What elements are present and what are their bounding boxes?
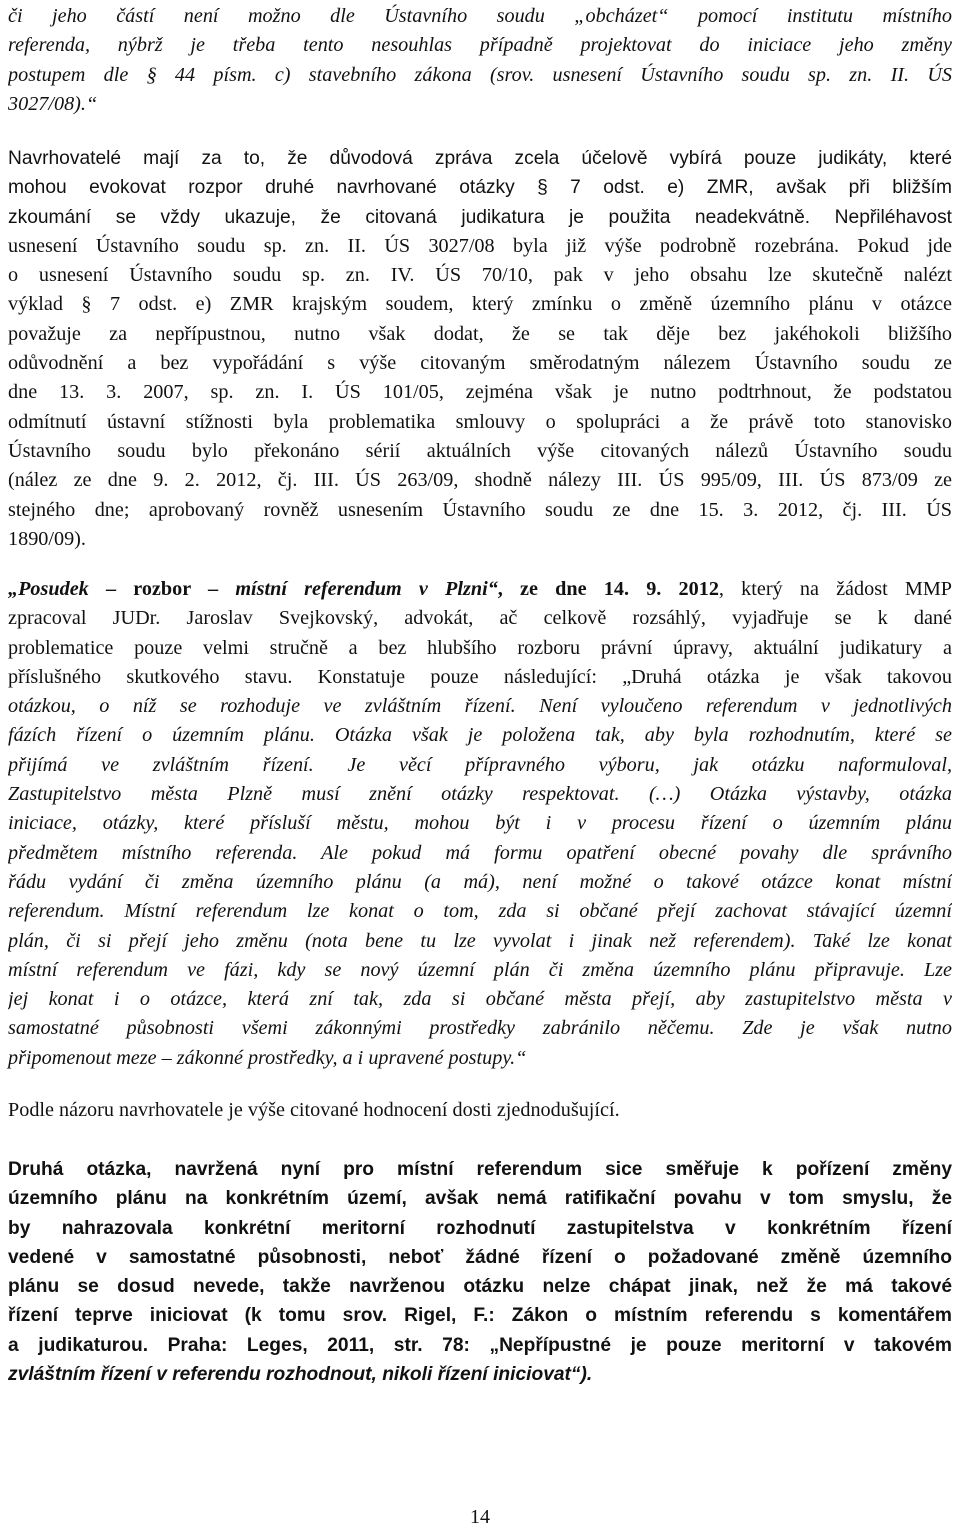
text-line: usnesení Ústavního soudu sp. zn. II. ÚS 3027/08 byla již výše podrobně rozebrána. Pokud jde [8,234,952,257]
text-line: referenda, nýbrž je třeba tento nesouhlas případně projektovat do iniciace jeho změny [8,34,952,57]
text-line: řízení teprve iniciovat (k tomu srov. Rigel, F.: Zákon o místním referendu s komentářem [8,1305,952,1327]
title-posudek: Posudek [18,578,89,600]
text-line: dne 13. 3. 2007, sp. zn. I. ÚS 101/05, zejména však je nutno podtrhnout, že podstatou [8,381,952,404]
text-line: předmětem místního referenda. Ale pokud má formu opatření obecné povahy dle správního [8,841,952,864]
text-line: by nahrazovala konkrétní meritorní rozhodnutí zastupitelstva v konkrétním řízení [8,1217,952,1239]
text-line: problematice pouze velmi stručně a bez hlubšího rozboru právní úpravy, aktuální judikatury a [8,636,952,659]
text-line: odůvodnění a bez vypořádání s výše citovaným směrodatným nálezem Ústavního soudu ze [8,352,952,375]
text-line: a judikaturou. Praha: Leges, 2011, str. 78: „Nepřípustné je pouze meritorní v takovém [8,1334,952,1356]
paragraph-assessment [8,1096,952,1125]
text-line: plánu se dosud nevede, takže navrženou otázku nelze chápat jinak, než že má takové [8,1276,952,1298]
text-line: otázkou, o níž se rozhoduje ve zvláštním řízení. Není vyloučeno referendum v jednotlivých [8,695,952,718]
text-line: místní referendum ve fázi, kdy se nový územní plán či změna územního plánu připravuje. Lze [8,958,952,981]
text-line: Navrhovatelé mají za to, že důvodová zpráva zcela účelově vybírá pouze judikáty, které [8,148,952,169]
text-line: Ústavního soudu bylo překonáno sérií aktuálních výše citovaných nálezů Ústavního soudu [8,439,952,462]
text-line: 1890/09). [8,527,86,550]
page-number: 14 [470,1506,490,1528]
title-date: , ze dne 14. 9. 2012 [497,578,719,600]
text-line: Podle názoru navrhovatele je výše citované hodnocení dosti zjednodušující. [8,1099,620,1121]
paragraph-second-question [8,1155,952,1389]
text-line: o usnesení Ústavního soudu sp. zn. IV. ÚS 70/10, pak v jeho obsahu lze skutečně nalézt [8,264,952,287]
text-line: příslušného skutkového stavu. Konstatuje pouze následující: „Druhá otázka je však takovou [8,665,952,688]
text-line: zpracoval JUDr. Jaroslav Svejkovský, advokát, ač celkově rozsáhlý, vyjadřuje se k dané [8,607,952,630]
text-line: či jeho částí není možno dle Ústavního soudu „obcházet“ pomocí institutu místního [8,5,952,27]
text-line: jej konat i o otázce, která zní tak, zda si občané města přejí, aby zastupitelstvo města v [8,988,952,1011]
text-line: odmítnutí ústavní stížnosti byla problematika smlouvy o spolupráci a že právě toto stanovisko [8,410,952,433]
text-line: považuje za nepřípustnou, nutno však dodat, že se tak děje bez jakéhokoli bližšího [8,322,952,345]
text-line: iniciace, otázky, které přísluší městu, mohou být i v procesu řízení o územním plánu [8,812,952,835]
text-line: zvláštním řízení v referendu rozhodnout, nikoli řízení iniciovat“). [8,1364,593,1386]
text-line: mohou evokovat rozpor druhé navrhované otázky § 7 odst. e) ZMR, avšak při bližším [8,177,952,199]
text-line: připomenout meze – zákonné prostředky, a i upravené postupy.“ [8,1046,527,1069]
text-line: fázích řízení o územním plánu. Otázka však je položena tak, aby byla rozhodnutím, které se [8,724,952,747]
text-line: 3027/08).“ [8,92,98,115]
title-rest: , který na žádost MMP [718,578,952,600]
text-line: přijímá ve zvláštním řízení. Je věcí přípravného výboru, jak otázku naformuloval, [8,753,952,776]
text-line: řádu vydání či změna územního plánu (a má), není možné o takové otázce konat místní [8,870,952,893]
text-line: referendum. Místní referendum lze konat o tom, zda si občané přejí zachovat stávající územní [8,900,952,923]
text-line: stejného dne; aprobovaný rovněž usnesením Ústavního soudu ze dne 15. 3. 2012, čj. III. ÚS [8,498,952,521]
title-subject: místní referendum v Plzni [235,578,488,600]
text-line: zkoumání se vždy ukazuje, že citovaná judikatura je použita neadekvátně. Nepřiléhavost [8,206,952,228]
text-line: územního plánu na konkrétním území, avšak nemá ratifikační povahu v tom smyslu, že [8,1188,952,1210]
paragraph-quote-continuation [8,2,952,119]
text-line: výklad § 7 odst. e) ZMR krajským soudem, který zmínku o změně územního plánu v otázce [8,293,952,316]
expert-opinion-title-line [8,575,952,604]
text-line: Druhá otázka, navržená nyní pro místní referendum sice směřuje k pořízení změny [8,1159,952,1180]
text-line: vedené v samostatné působnosti, neboť žádné řízení o požadované změně územního [8,1246,952,1268]
title-rozbor: – rozbor – [88,578,236,600]
paragraph-proponents-opinion [8,144,952,554]
text-line: Zastupitelstvo města Plzně musí znění otázky respektovat. (…) Otázka výstavby, otázka [8,783,952,806]
title-close-quote: “ [487,578,498,600]
text-line: postupem dle § 44 písm. c) stavebního zákona (srov. usnesení Ústavního soudu sp. zn. II. ÚS [8,63,952,86]
text-line: plán, či si přejí jeho změnu (nota bene tu lze vyvolat i jinak než referendem). Také lze konat [8,929,952,952]
text-line: (nález ze dne 9. 2. 2012, čj. III. ÚS 263/09, shodně nálezy III. ÚS 995/09, III. ÚS 873/09 ze [8,469,952,492]
paragraph-expert-opinion [8,575,952,1073]
text-line: samostatné působnosti všemi zákonnými prostředky zabránilo něčemu. Zde je však nutno [8,1017,952,1040]
title-open-quote: „ [8,578,19,600]
